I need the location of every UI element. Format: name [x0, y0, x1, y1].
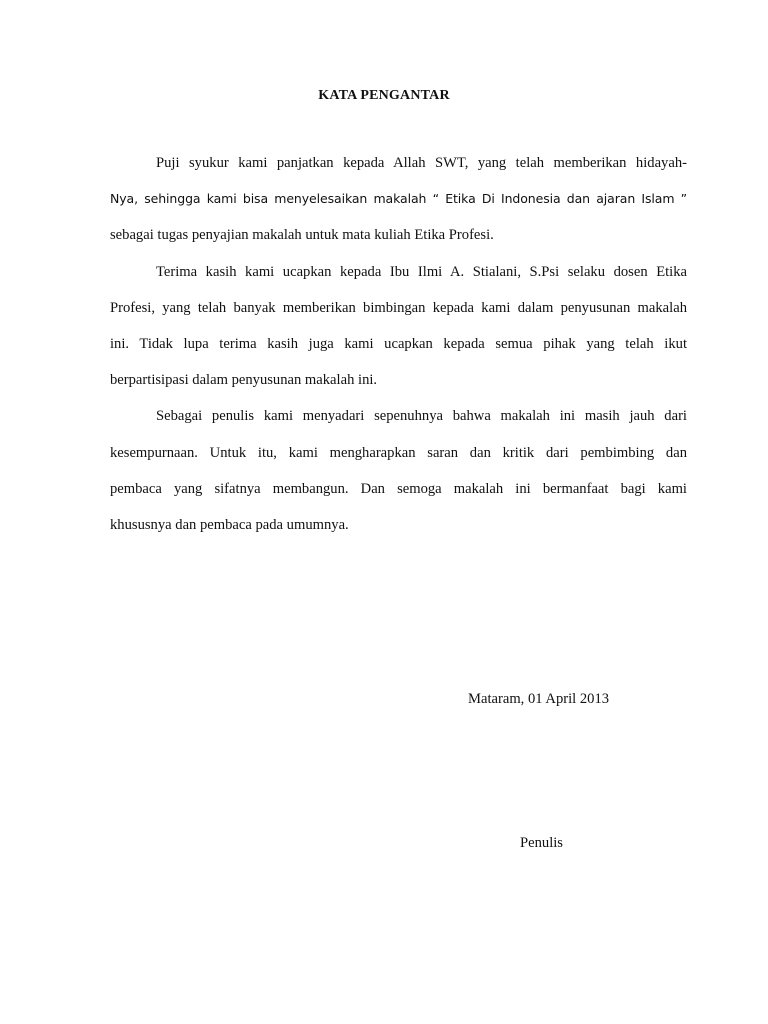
page-title: KATA PENGANTAR — [318, 88, 450, 103]
document-body — [110, 150, 687, 548]
signature-author: Penulis — [520, 835, 563, 851]
paragraph-line: Nya, sehingga kami bisa menyelesaikan makalah “ Etika Di Indonesia dan ajaran Islam ” — [110, 191, 687, 207]
place-and-date: Mataram, 01 April 2013 — [468, 691, 610, 707]
paragraph-3 — [110, 403, 687, 548]
paragraph-line: berpartisipasi dalam penyusunan makalah ini. — [110, 372, 378, 389]
paragraph-line: khususnya dan pembaca pada umumnya. — [110, 516, 349, 533]
paragraph-line: kesempurnaan. Untuk itu, kami mengharapkan saran dan kritik dari pembimbing dan — [110, 444, 687, 461]
paragraph-2 — [110, 259, 687, 404]
paragraph-line: Terima kasih kami ucapkan kepada Ibu Ilmi A. Stialani, S.Psi selaku dosen Etika — [156, 263, 687, 280]
paragraph-line: Puji syukur kami panjatkan kepada Allah SWT, yang telah memberikan hidayah- — [156, 155, 687, 171]
paragraph-line: Sebagai penulis kami menyadari sepenuhnya bahwa makalah ini masih jauh dari — [156, 408, 687, 425]
paragraph-1 — [110, 150, 687, 259]
paragraph-line: pembaca yang sifatnya membangun. Dan semoga makalah ini bermanfaat bagi kami — [110, 480, 687, 497]
paragraph-line: Profesi, yang telah banyak memberikan bimbingan kepada kami dalam penyusunan makalah — [110, 299, 687, 316]
paragraph-line: ini. Tidak lupa terima kasih juga kami ucapkan kepada semua pihak yang telah ikut — [110, 335, 687, 352]
paragraph-line: sebagai tugas penyajian makalah untuk mata kuliah Etika Profesi. — [110, 227, 494, 244]
